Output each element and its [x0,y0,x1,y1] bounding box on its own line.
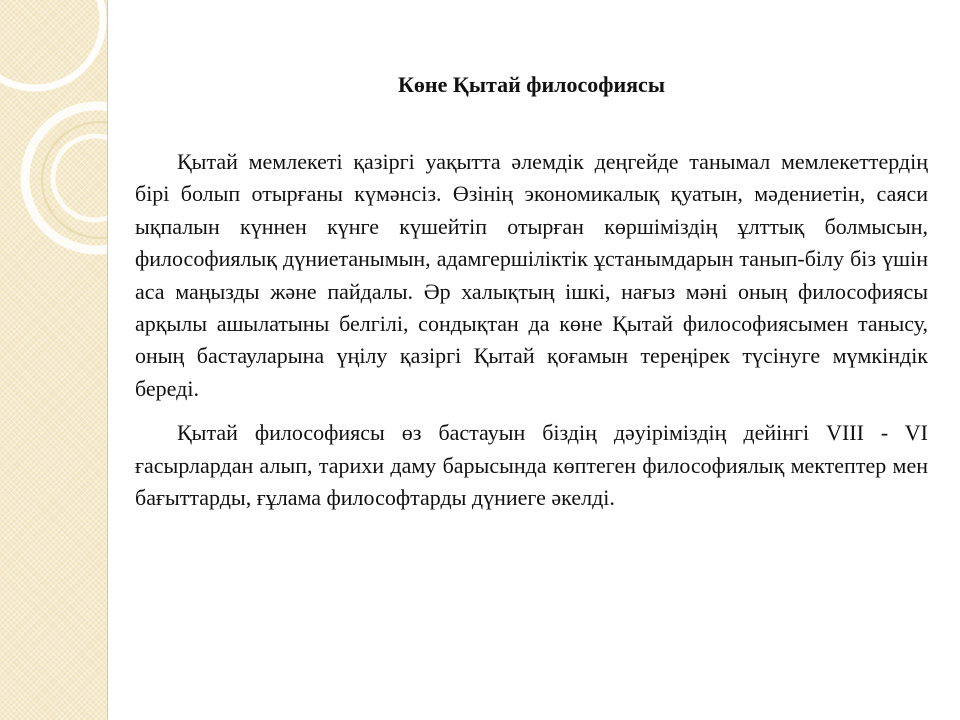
decorative-rings [0,0,108,320]
slide-title: Көне Қытай философиясы [397,72,666,97]
slide-content [135,0,928,720]
decorative-ring-large [0,0,103,88]
decorative-ring-small [53,136,108,220]
body-paragraph-2: Қытай философиясы өз бастауын біздің дәуіріміздің дейінгі VIII - VI ғасырлардан алып, тарихи даму барысында көптеген философиялық мектептер мен бағыттарды, ғұлама философтарды дүниеге әкелді. [135,420,928,511]
body-paragraph-1: Қытай мемлекеті қазіргі уақытта әлемдік деңгейде танымал мемлекеттердің бірі болып отырғаны күмәнсіз. Өзінің экономикалық қуатын, мәдениетін, саяси ықпалын күннен күнге күшейтіп отырған көршіміздің ұлттық болмысын, философиялық дүниетанымын, адамгершіліктік ұстанымдарын танып-білу біз үшін аса маңызды және пайдалы. Әр халықтың ішкі, нағыз мәні оның философиясы арқылы ашылатыны белгілі, сондықтан да көне Қытай философиясымен танысу, оның бастауларына үңілу қазіргі Қытай қоғамын тереңірек түсінуге мүмкіндік береді. [135,149,928,401]
slide-body [135,146,928,526]
decorative-side-band [0,0,108,720]
